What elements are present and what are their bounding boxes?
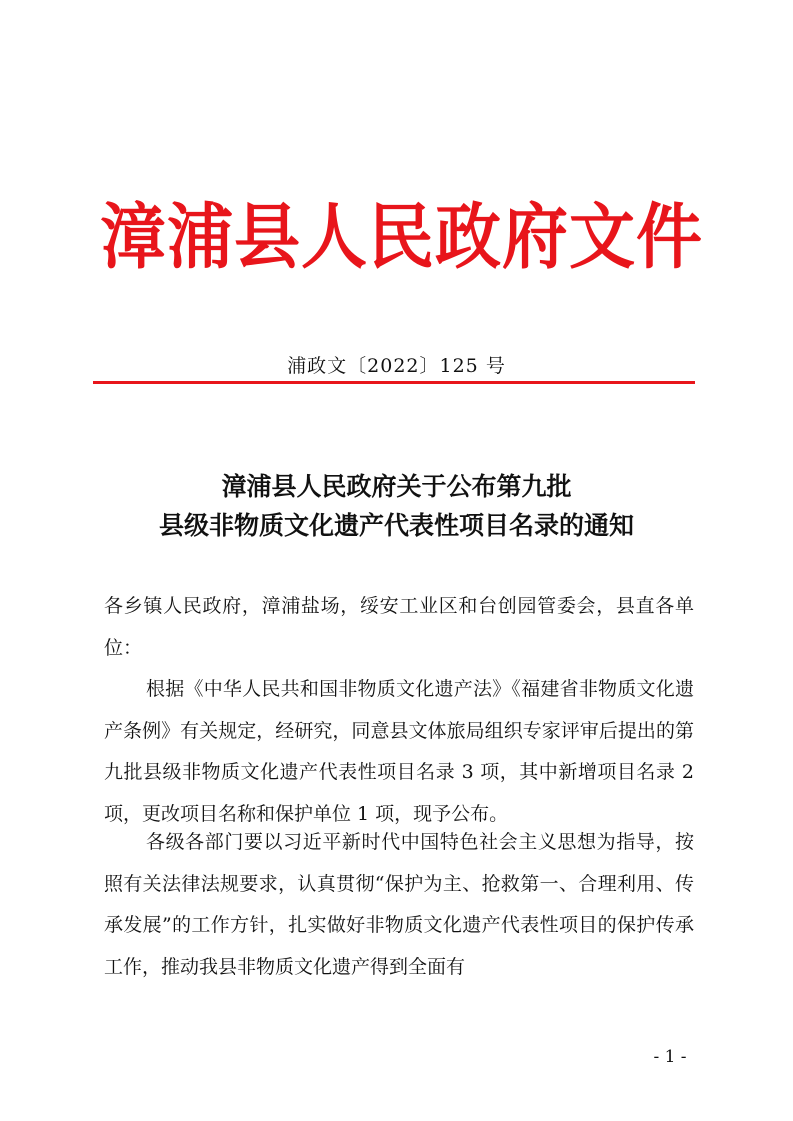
page-number: - 1 - [653, 1047, 687, 1067]
masthead-title: 漳浦县人民政府文件 [100, 194, 703, 279]
red-divider-line [93, 381, 695, 384]
notice-title-line-2: 县级非物质文化遗产代表性项目名录的通知 [158, 511, 634, 540]
body-paragraph-2: 各级各部门要以习近平新时代中国特色社会主义思想为指导，按照有关法律法规要求，认真贯彻“保护为主、抢救第一、合理利用、传承发展”的工作方针，扎实做好非物质文化遗产代表性项目的保护传承工作，推动我县非物质文化遗产得到全面有 [104, 831, 694, 978]
salutation: 各乡镇人民政府，漳浦盐场，绥安工业区和台创园管委会，县直各单位： [104, 595, 694, 659]
document-number: 浦政文〔2022〕125 号 [287, 355, 506, 377]
body-paragraph-1: 根据《中华人民共和国非物质文化遗产法》《福建省非物质文化遗产条例》有关规定，经研究，同意县文体旅局组织专家评审后提出的第九批县级非物质文化遗产代表性项目名录 3 项，其中新增项目名录 2 项，更改项目名称和保护单位 1 项，现予公布。 [104, 678, 694, 825]
notice-title-line-1: 漳浦县人民政府关于公布第九批 [221, 472, 572, 501]
